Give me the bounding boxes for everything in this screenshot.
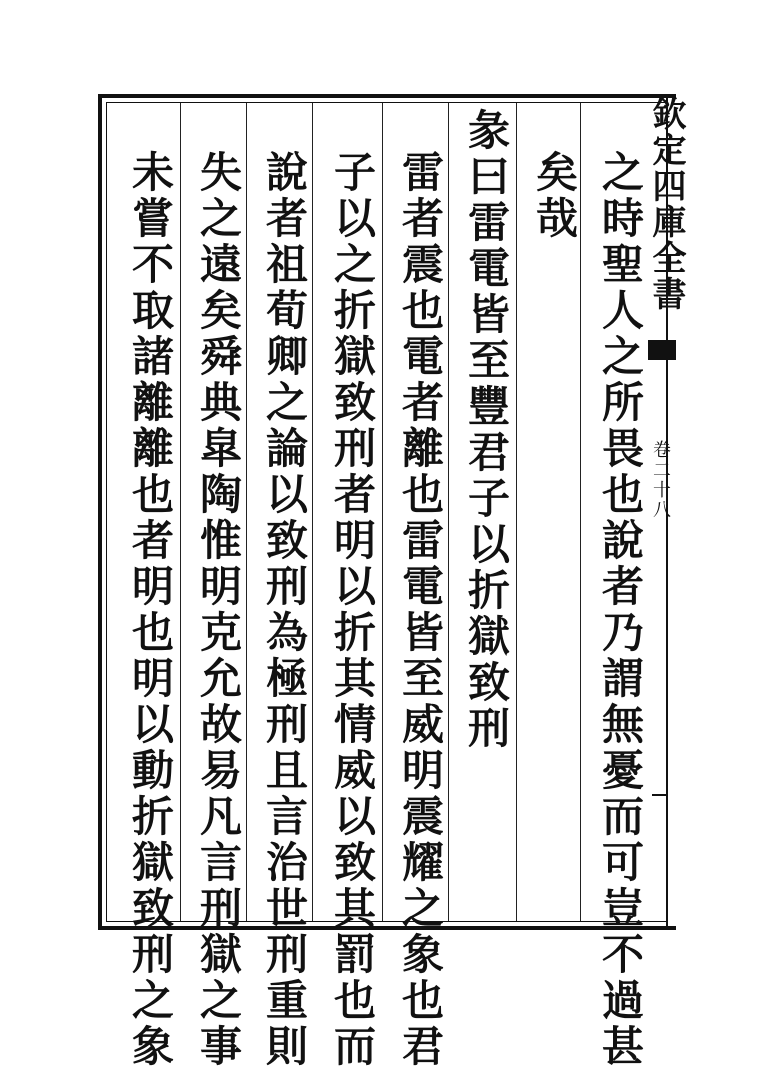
text-column-5: 子以之折獄致刑者明以折其情威以致其罰也而	[328, 150, 377, 1070]
volume-label: 卷二十八	[650, 440, 671, 520]
column-divider	[180, 103, 181, 921]
text-column-1: 之時聖人之所畏也說者乃謂無憂而可豈不過甚	[596, 150, 645, 1070]
text-column-7: 失之遠矣舜典皐陶惟明克允故易凡言刑獄之事	[194, 150, 243, 1070]
text-column-3: 彖曰雷電皆至豐君子以折獄致刑	[462, 108, 511, 752]
margin-mark	[652, 794, 668, 796]
text-column-2: 矣哉	[530, 150, 579, 242]
column-divider	[382, 103, 383, 921]
book-title: 欽定四庫全書	[646, 96, 686, 312]
column-divider	[516, 103, 517, 921]
text-column-8: 未嘗不取諸離離也者明也明以動折獄致刑之象	[126, 150, 175, 1070]
text-column-4: 雷者震也電者離也雷電皆至威明震耀之象也君	[396, 150, 445, 1070]
text-column-6: 說者祖荀卿之論以致刑為極刑且言治世刑重則	[260, 150, 309, 1070]
fishtail-mark	[648, 340, 676, 360]
